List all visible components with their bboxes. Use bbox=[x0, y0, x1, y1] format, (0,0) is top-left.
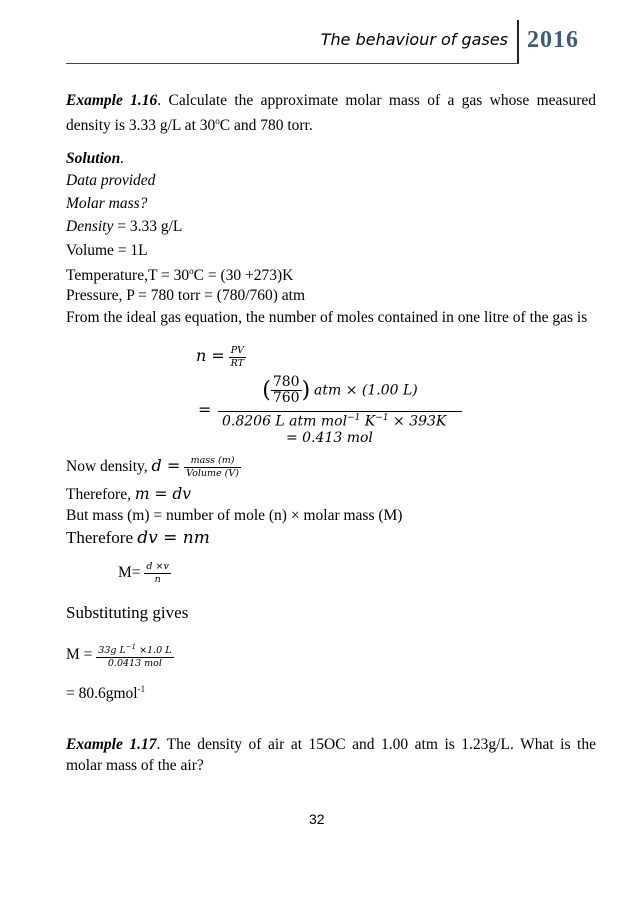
mass-over-volume-fraction: $\frac{\text{mass (m)}}{\text{Volume (V)}}$ bbox=[186, 455, 239, 479]
solution-heading: Solution. bbox=[66, 150, 125, 167]
density-equation-line: Now density, d = $\frac{\text{mass (m)}}{\text{Volume (V)}}$ bbox=[66, 455, 239, 479]
pv-over-rt-fraction: $\frac{PV}{RT}$ bbox=[230, 345, 244, 369]
ideal-gas-paragraph: From the ideal gas equation, the number of moles contained in one litre of the gas is bbox=[66, 309, 588, 326]
header-rule bbox=[66, 63, 518, 64]
header-year: 2016 bbox=[527, 27, 579, 53]
dv-over-n-fraction: $\frac{d \times v}{n}$ bbox=[146, 561, 169, 585]
final-result-line: = 80.6gmol$^{-1}$ bbox=[66, 684, 146, 703]
780-over-760-fraction: $\frac{780}{760}$ bbox=[272, 374, 300, 406]
equals-sign: = bbox=[198, 400, 212, 419]
molar-mass-line: Molar mass? bbox=[66, 195, 148, 212]
example-1-17-text: . The density of air at 15OC and 1.00 atm is 1.23g/L. What is the molar mass of the air? bbox=[66, 736, 596, 774]
degree-sup: o bbox=[215, 116, 220, 126]
substituting-line: Substituting gives bbox=[66, 603, 189, 622]
pressure-line: Pressure, P = 780 torr = (780/760) atm bbox=[66, 287, 306, 304]
big-fraction-denominator: 0.8206 L atm mol$^{-1}$ $K^{-1} \times 393K$ bbox=[222, 413, 447, 430]
example-1-16-paragraph bbox=[66, 90, 596, 136]
therefore-dv-nm-line: Therefore dv = nm bbox=[66, 528, 210, 548]
running-header-title: The behaviour of gases bbox=[320, 30, 508, 49]
n-equation: n = $\frac{PV}{RT}$ bbox=[196, 345, 244, 369]
example-1-17-label: Example 1.17 bbox=[66, 736, 157, 753]
example-1-16-text-end: C and 780 torr. bbox=[219, 117, 313, 135]
substitution-fraction: $\frac{33g L^{-1} \times 1.0 L}{\text{0.0413 mol}}$ bbox=[98, 643, 172, 670]
page-number: 32 bbox=[309, 811, 325, 827]
but-mass-line: But mass (m) = number of mole (n) × molar mass (M) bbox=[66, 507, 403, 524]
density-line: Density = 3.33 g/L bbox=[66, 218, 183, 235]
big-fraction-numerator: ( $\frac{780}{760}$ ) atm × (1.00 L) bbox=[262, 374, 418, 406]
M-equation: M= $\frac{d \times v}{n}$ bbox=[118, 561, 169, 585]
big-fraction-bar bbox=[218, 411, 462, 412]
therefore-m-dv-line: Therefore, m = dv bbox=[66, 485, 192, 503]
moles-result: = 0.413 mol bbox=[286, 430, 373, 446]
data-provided-line: Data provided bbox=[66, 172, 156, 189]
temperature-line: Temperature,T = $30^oC = (30 +273)K$ bbox=[66, 266, 294, 285]
header-divider bbox=[517, 20, 519, 64]
volume-line: Volume = 1L bbox=[66, 242, 148, 259]
substitution-equation: M = $\frac{33g L^{-1} \times 1.0 L}{\text{0.0413 mol}}$ bbox=[66, 643, 172, 670]
example-1-16-label: Example 1.16 bbox=[66, 92, 158, 109]
example-1-16-text: . Calculate the approximate molar mass of a gas whose measured density is 3.33 g/L at 30 bbox=[66, 92, 596, 135]
example-1-17-paragraph bbox=[66, 734, 596, 776]
